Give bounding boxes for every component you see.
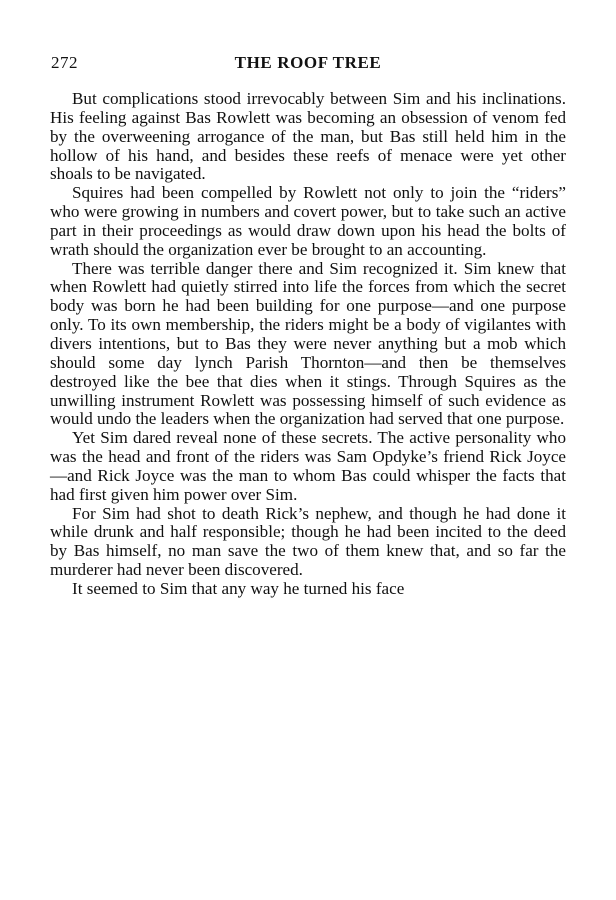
paragraph: For Sim had shot to death Rick’s nephew, and though he had done it while drunk and half responsible; though he had been incited to the deed by Bas himself, no man save the two of them knew that, and so far the murderer had never been discovered.	[50, 503, 566, 580]
book-page	[50, 50, 566, 599]
page-header	[50, 50, 566, 76]
paragraph: Squires had been compelled by Rowlett not only to join the “riders” who were growing in numbers and covert power, but to take such an active part in their proceedings as would draw down upon his head the bolts of wrath should the organization ever be brought to an accounting.	[50, 183, 566, 259]
page-number: 272	[51, 53, 78, 72]
paragraph: Yet Sim dared reveal none of these secrets. The active personality who was the head and front of the riders was Sam Opdyke’s friend Rick Joyce—and Rick Joyce was the man to whom Bas could whisper the facts that had first given him power over Sim.	[50, 428, 566, 504]
running-title: THE ROOF TREE	[234, 53, 382, 72]
paragraph: But complications stood irrevocably between Sim and his inclinations. His feeling against Bas Rowlett was becoming an obsession of venom fed by the overweening arrogance of the man, but Bas still held him in the hollow of his hand, and besides these reefs of menace were yet other shoals to be navigated.	[50, 89, 566, 184]
paragraph: There was terrible danger there and Sim recognized it. Sim knew that when Rowlett had quietly stirred into life the forces from which the secret body was born he had been building for one purpose—and one purpose only. To its own membership, the riders might be a body of vigilantes with divers intentions, but to Bas they were never anything but a mob which should some day lynch Parish Thornton—and then be themselves destroyed like the bee that dies when it stings. Through Squires as the unwilling instrument Rowlett was possessing himself of such evidence as would undo the leaders when the organization had served that one purpose.	[50, 258, 566, 429]
body-text	[50, 90, 566, 599]
paragraph: It seemed to Sim that any way he turned his face	[72, 578, 405, 598]
